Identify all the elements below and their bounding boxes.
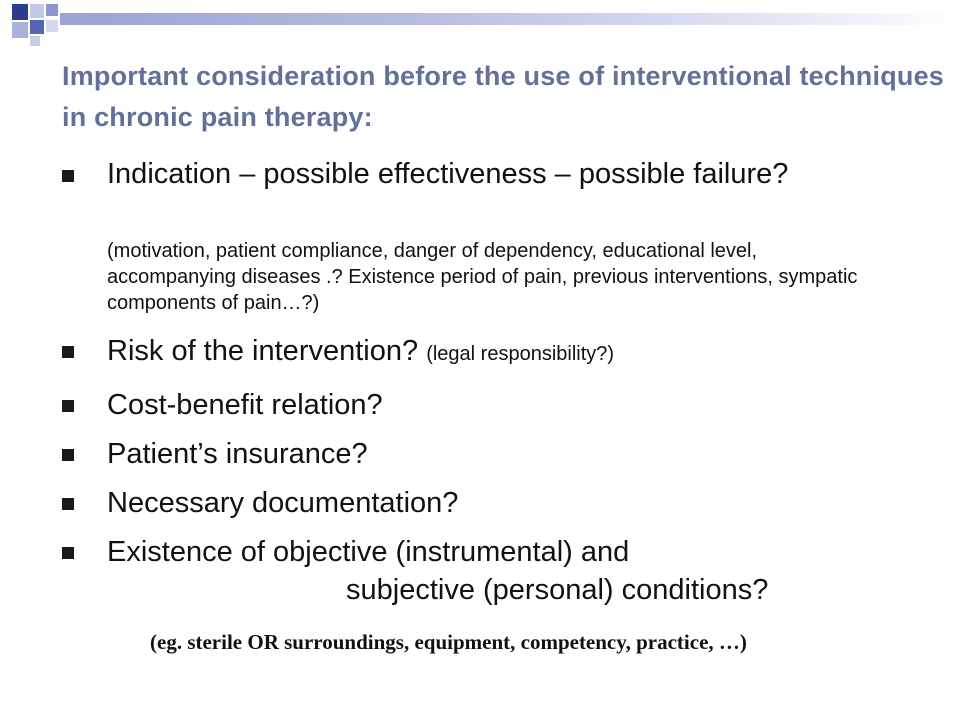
bullet-marker: [62, 346, 74, 358]
bullet-item-indication: Indication – possible effectiveness – possible failure?: [107, 158, 789, 190]
bullet-marker: [62, 449, 74, 461]
bullet-item-risk-text: Risk of the intervention?: [107, 335, 419, 367]
decor-square: [46, 20, 58, 32]
bullet-item-existence-line1: Existence of objective (instrumental) and: [107, 536, 630, 568]
bullet-item-indication-detail: (motivation, patient compliance, danger of dependency, educational level, accompanying diseases .? Existence period of pain, previous interventions, sympatic components of pain…?): [107, 240, 858, 314]
header-gradient-bar: [60, 13, 960, 25]
bullet-item-risk: [107, 334, 614, 372]
decor-square: [12, 4, 28, 20]
bullet-item-documentation: Necessary documentation?: [107, 487, 459, 519]
bullet-marker: [62, 400, 74, 412]
decor-square: [12, 22, 28, 38]
bullet-marker: [62, 170, 74, 182]
decor-square: [46, 4, 58, 16]
decor-square: [30, 4, 44, 18]
bullet-item-existence-line2: subjective (personal) conditions?: [346, 574, 769, 606]
decor-square: [30, 20, 44, 34]
footnote: (eg. sterile OR surroundings, equipment, competency, practice, …): [150, 630, 747, 654]
bullet-marker: [62, 547, 74, 559]
bullet-item-cost-benefit: Cost-benefit relation?: [107, 389, 383, 421]
bullet-item-insurance: Patient’s insurance?: [107, 438, 368, 470]
bullet-marker: [62, 498, 74, 510]
slide-title: Important consideration before the use of interventional techniques in chronic pain therapy:: [62, 61, 945, 132]
decor-square: [30, 36, 40, 46]
bullet-item-risk-note: (legal responsibility?): [426, 343, 615, 365]
